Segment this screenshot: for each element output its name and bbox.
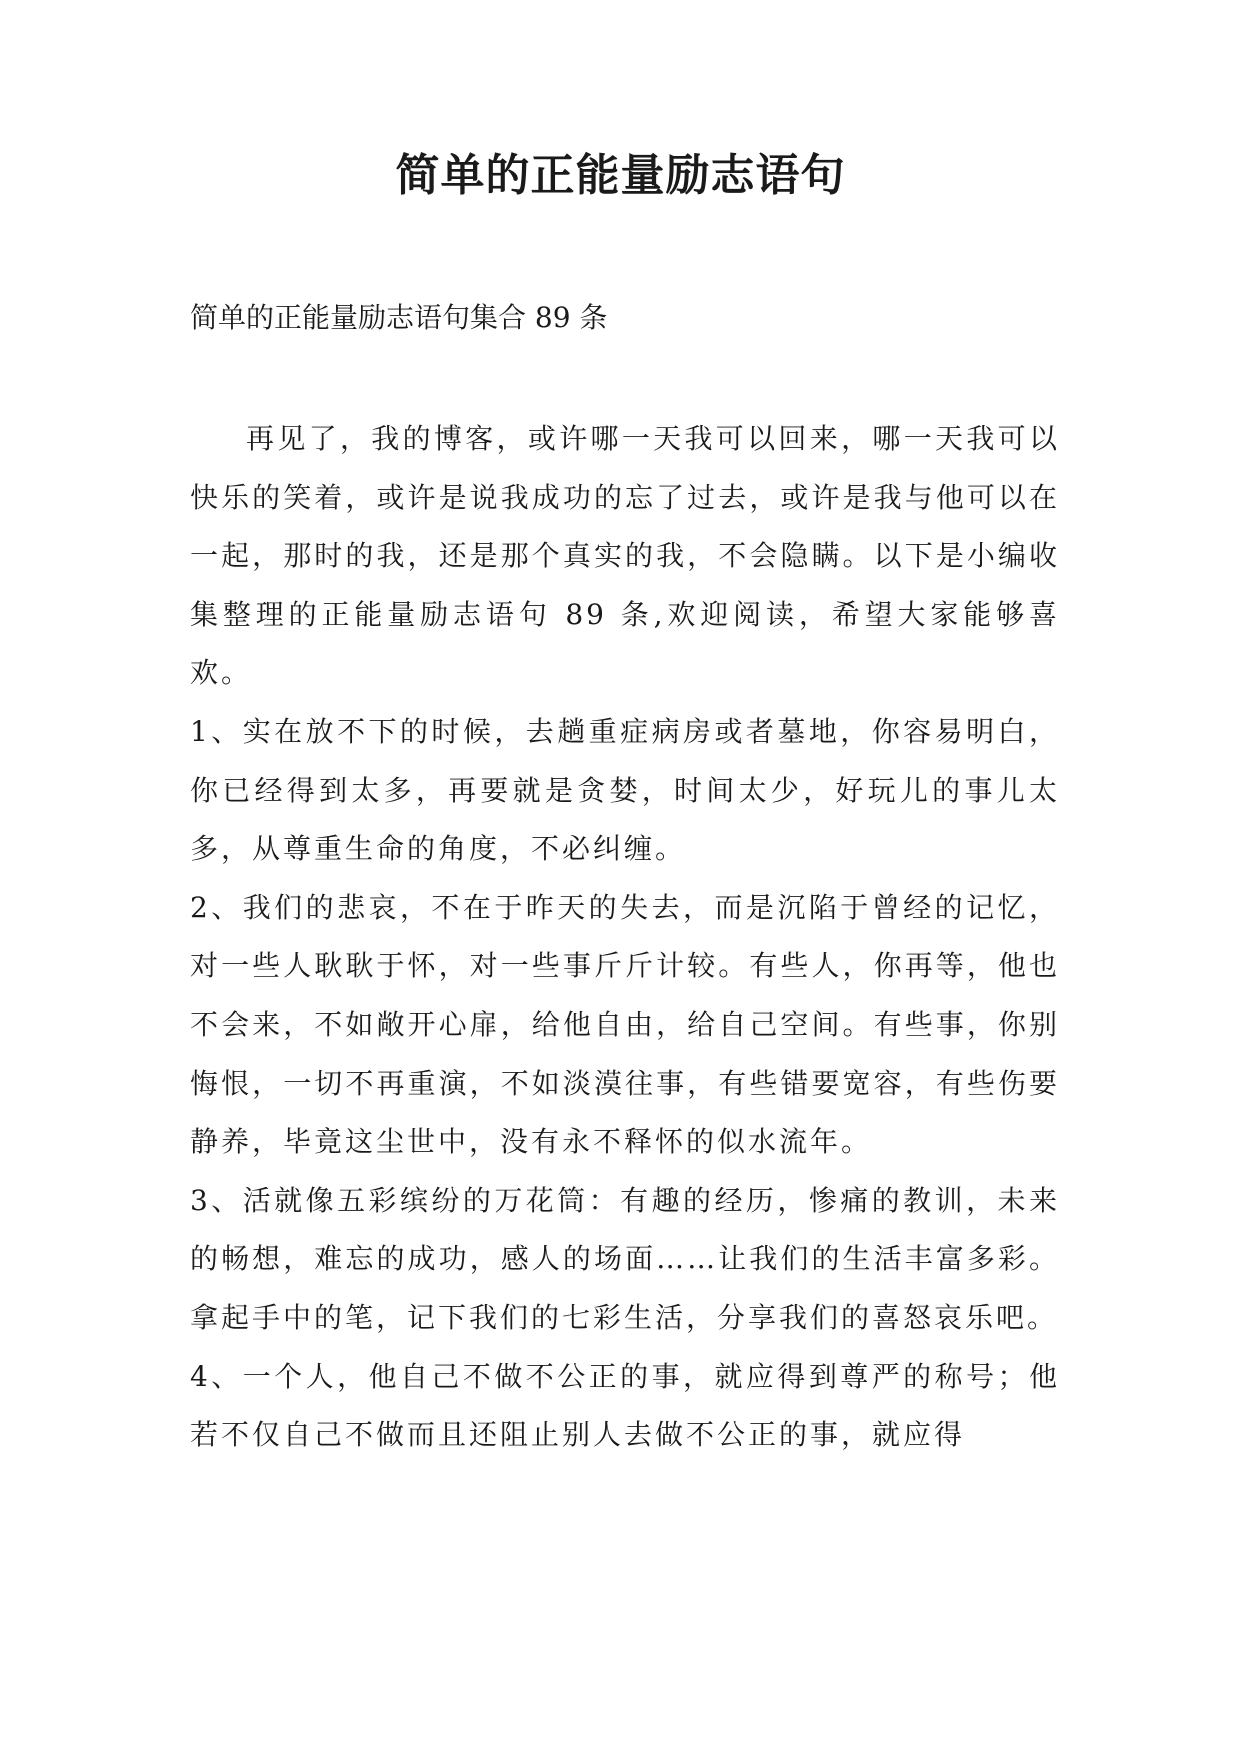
list-item-4: 4、一个人，他自己不做不公正的事，就应得到尊严的称号；他若不仅自己不做而且还阻止别人去做不公正的事，就应得 — [190, 1359, 1060, 1452]
list-item-2: 2、我们的悲哀，不在于昨天的失去，而是沉陷于曾经的记忆，对一些人耿耿于怀，对一些事斤斤计较。有些人，你再等，他也不会来，不如敞开心扉，给他自由，给自己空间。有些事，你别悔恨，一切不再重演，不如淡漠往事，有些错要宽容，有些伤要静养，毕竟这尘世中，没有永不释怀的似水流年。 — [190, 890, 1060, 1159]
document-subtitle: 简单的正能量励志语句集合 89 条 — [190, 301, 608, 334]
list-item-1: 1、实在放不下的时候，去趟重症病房或者墓地，你容易明白，你已经得到太多，再要就是贪婪，时间太少，好玩儿的事儿太多，从尊重生命的角度，不必纠缠。 — [190, 714, 1060, 866]
list-item-3: 3、活就像五彩缤纷的万花筒：有趣的经历，惨痛的教训，未来的畅想，难忘的成功，感人的场面……让我们的生活丰富多彩。拿起手中的笔，记下我们的七彩生活，分享我们的喜怒哀乐吧。 — [190, 1183, 1060, 1334]
intro-paragraph: 再见了，我的博客，或许哪一天我可以回来，哪一天我可以快乐的笑着，或许是说我成功的忘了过去，或许是我与他可以在一起，那时的我，还是那个真实的我，不会隐瞒。以下是小编收集整理的正能量励志语句 89 条,欢迎阅读，希望大家能够喜欢。 — [190, 422, 1060, 690]
document-body — [190, 410, 1060, 1465]
document-title: 简单的正能量励志语句 — [395, 150, 846, 201]
